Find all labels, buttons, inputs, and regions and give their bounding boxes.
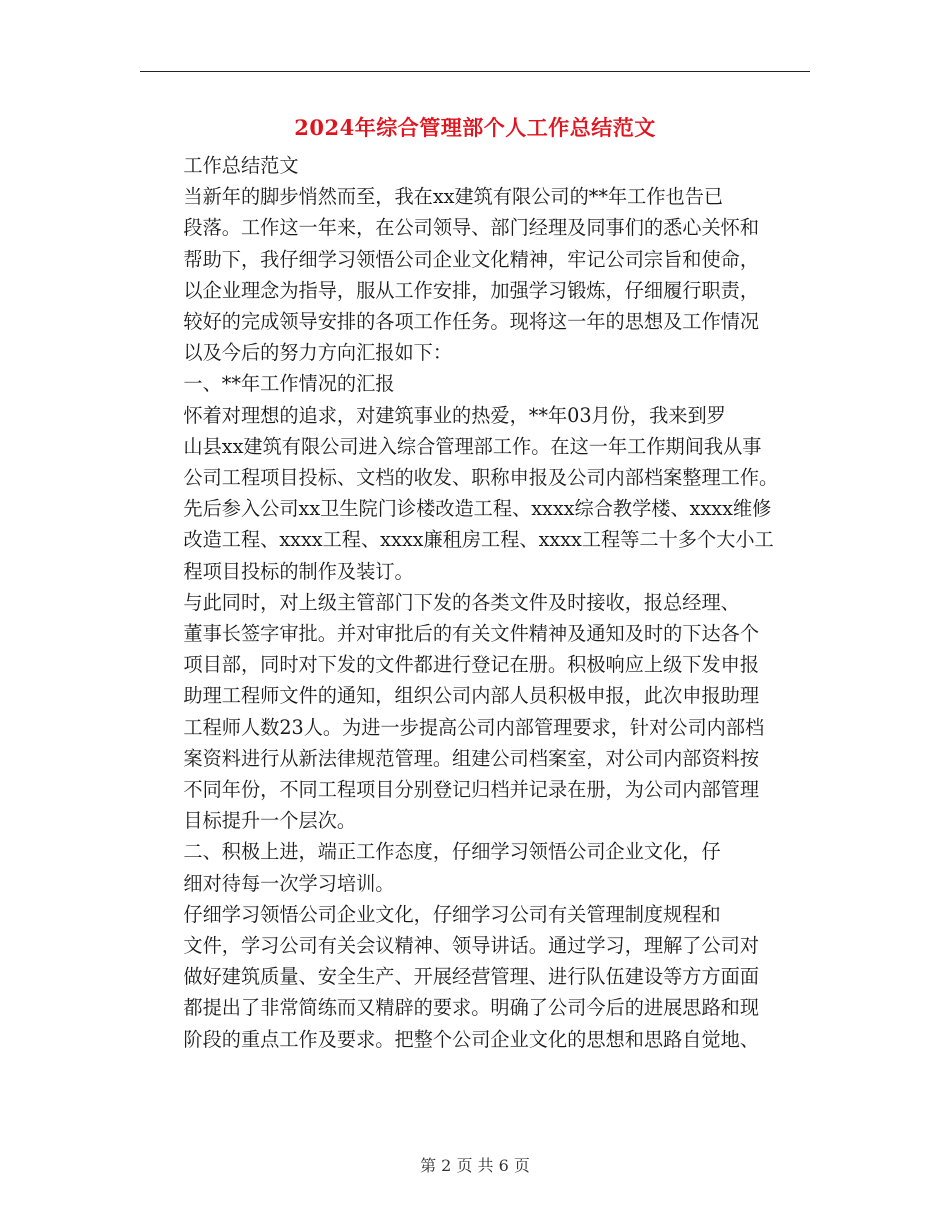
paragraph (145, 150, 805, 181)
text-line: 不同年份，不同工程项目分别登记归档并记录在册，为公司内部管理 (183, 778, 760, 802)
text-line: 工作总结范文 (183, 154, 299, 177)
document-body (145, 150, 805, 1055)
text-line: 项目部，同时对下发的文件都进行登记在册。积极响应上级下发申报 (183, 653, 760, 677)
text-line: 公司工程项目投标、文档的收发、职称申报及公司内部档案整理工作。 (183, 466, 779, 490)
text-line: 较好的完成领导安排的各项工作任务。现将这一年的思想及工作情况 (183, 310, 760, 334)
paragraph (145, 836, 805, 898)
text-line: 都提出了非常简练而又精辟的要求。明确了公司今后的进展思路和现 (183, 996, 760, 1020)
paragraph (145, 181, 805, 368)
text-line: 工程师人数23人。为进一步提高公司内部管理要求，针对公司内部档 (183, 715, 765, 739)
page-footer: 第 2 页 共 6 页 (420, 1156, 530, 1175)
text-line: 二、积极上进，端正工作态度，仔细学习领悟公司企业文化，仔 (183, 840, 721, 864)
text-line: 一、**年工作情况的汇报 (183, 372, 395, 396)
text-line: 先后参入公司xx卫生院门诊楼改造工程、xxxx综合教学楼、xxxx维修 (183, 497, 772, 521)
paragraph (145, 587, 805, 837)
paragraph (145, 400, 805, 587)
paragraph (145, 899, 805, 1055)
text-line: 文件，学习公司有关会议精神、领导讲话。通过学习，理解了公司对 (183, 934, 760, 958)
text-line: 案资料进行从新法律规范管理。组建公司档案室，对公司内部资料按 (183, 746, 760, 770)
text-line: 改造工程、xxxx工程、xxxx廉租房工程、xxxx工程等二十多个大小工 (183, 528, 774, 552)
text-line: 帮助下，我仔细学习领悟公司企业文化精神，牢记公司宗旨和使命， (183, 247, 760, 271)
text-line: 仔细学习领悟公司企业文化，仔细学习公司有关管理制度规程和 (183, 902, 721, 926)
text-line: 与此同时，对上级主管部门下发的各类文件及时接收，报总经理、 (183, 590, 740, 614)
text-line: 以企业理念为指导，服从工作安排，加强学习锻炼，仔细履行职责， (183, 278, 760, 302)
text-line: 目标提升一个层次。 (183, 809, 357, 833)
text-line: 怀着对理想的追求，对建筑事业的热爱，**年03月份，我来到罗 (183, 403, 726, 427)
text-line: 阶段的重点工作及要求。把整个公司企业文化的思想和思路自觉地、 (183, 1027, 760, 1051)
text-line: 董事长签字审批。并对审批后的有关文件精神及通知及时的下达各个 (183, 622, 760, 646)
text-line: 当新年的脚步悄然而至，我在xx建筑有限公司的**年工作也告已 (183, 185, 724, 209)
text-line: 助理工程师文件的通知，组织公司内部人员积极申报，此次申报助理 (183, 684, 760, 708)
text-line: 细对待每一次学习培训。 (183, 871, 395, 895)
text-line: 以及今后的努力方向汇报如下： (183, 341, 453, 365)
text-line: 山县xx建筑有限公司进入综合管理部工作。在这一年工作期间我从事 (183, 434, 762, 458)
text-line: 段落。工作这一年来，在公司领导、部门经理及同事们的悉心关怀和 (183, 216, 760, 240)
document-title: 2024年综合管理部个人工作总结范文 (294, 115, 656, 140)
paragraph (145, 368, 805, 399)
header-rule (140, 71, 810, 72)
text-line: 程项目投标的制作及装订。 (183, 559, 414, 583)
text-line: 做好建筑质量、安全生产、开展经营管理、进行队伍建设等方方面面 (183, 965, 760, 989)
